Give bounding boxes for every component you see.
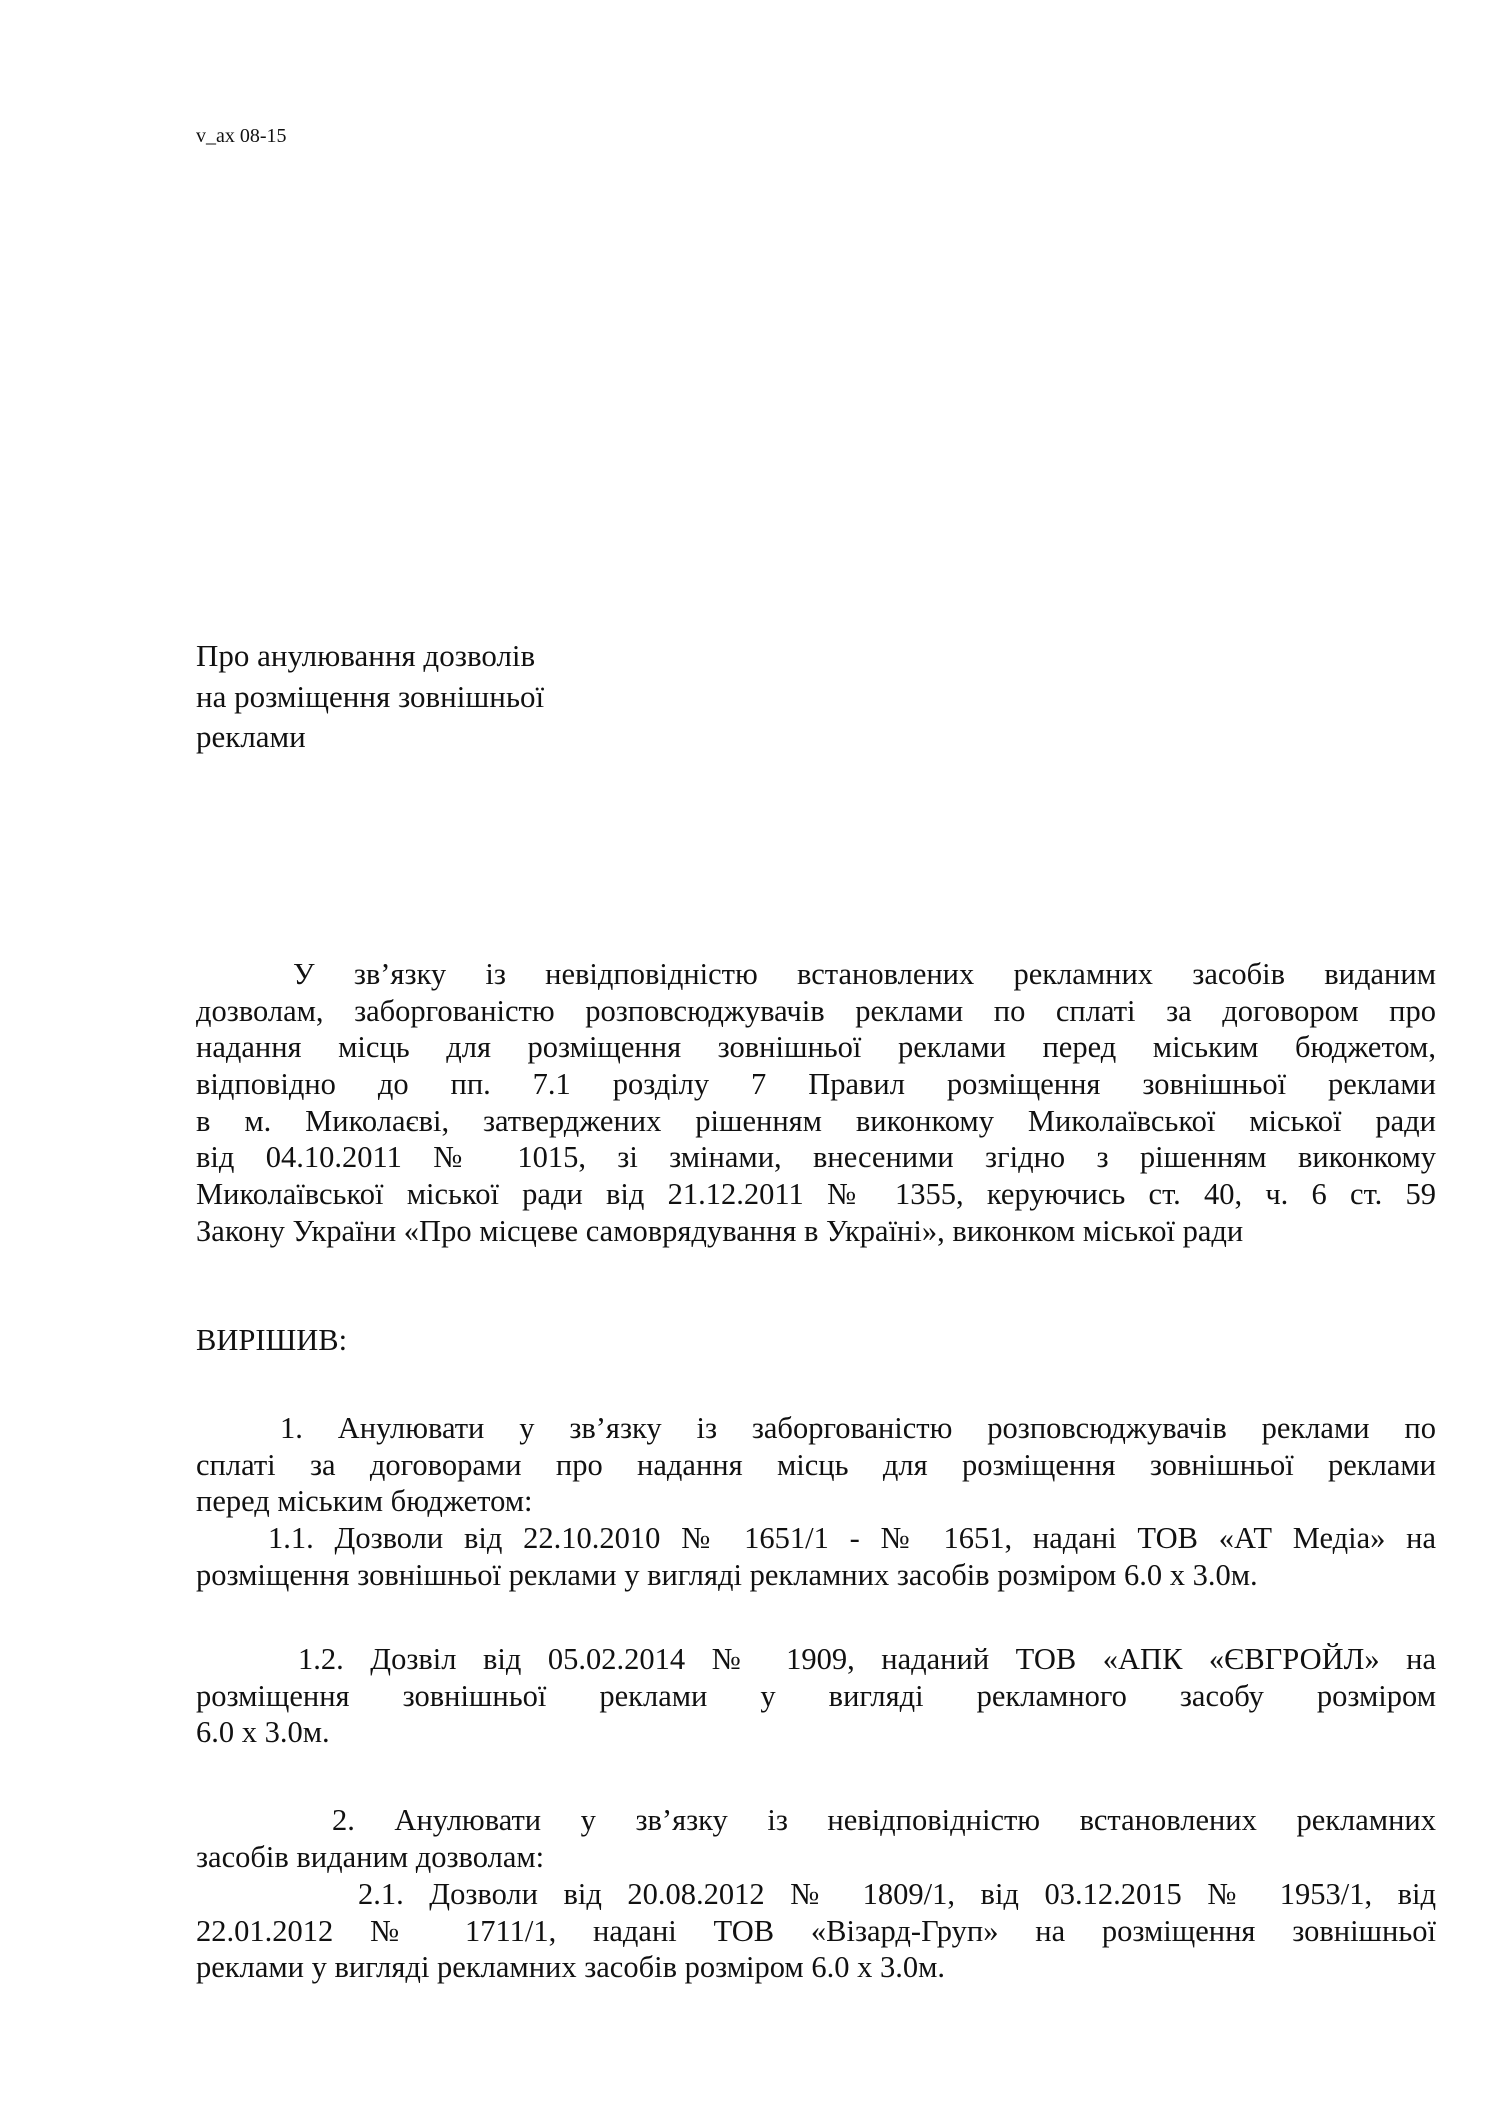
document-code: v_ax 08-15 <box>196 125 287 147</box>
item-line: 22.01.2012 № 1711/1, надані ТОВ «Візард-Груп» на розміщення зовнішньої <box>196 1913 1436 1948</box>
item-line: реклами у вигляді рекламних засобів розміром 6.0 х 3.0м. <box>196 1950 946 1985</box>
document-title <box>196 636 544 758</box>
paragraph-line: дозволам, заборгованістю розповсюджувачів реклами по сплаті за договором про <box>196 993 1436 1028</box>
paragraph-line: Миколаївської міської ради від 21.12.2011 № 1355, керуючись ст. 40, ч. 6 ст. 59 <box>196 1177 1436 1212</box>
item-1 <box>196 1410 1436 1593</box>
item-line: сплаті за договорами про надання місць для розміщення зовнішньої реклами <box>196 1447 1436 1482</box>
item-line: 1. Анулювати у зв’язку із заборгованістю розповсюджувачів реклами по <box>280 1411 1436 1445</box>
item-line: перед міським бюджетом: <box>196 1484 533 1519</box>
item-1-2 <box>196 1641 1436 1751</box>
item-line: 2. Анулювати у зв’язку із невідповідністю встановлених рекламних <box>332 1803 1436 1837</box>
item-line: 2.1. Дозволи від 20.08.2012 № 1809/1, від 03.12.2015 № 1953/1, від <box>358 1877 1436 1911</box>
item-line: розміщення зовнішньої реклами у вигляді рекламного засобу розміром <box>196 1678 1436 1713</box>
paragraph-line: від 04.10.2011 № 1015, зі змінами, внесеними згідно з рішенням виконкому <box>196 1140 1436 1175</box>
preamble-paragraph <box>196 956 1436 1250</box>
title-line: Про анулювання дозволів <box>196 638 536 673</box>
title-line: реклами <box>196 719 306 754</box>
item-line: засобів виданим дозволам: <box>196 1839 545 1874</box>
item-line: розміщення зовнішньої реклами у вигляді рекламних засобів розміром 6.0 х 3.0м. <box>196 1557 1258 1592</box>
paragraph-line: Закону України «Про місцеве самоврядування в Україні», виконком міської ради <box>196 1213 1244 1248</box>
paragraph-line: У зв’язку із невідповідністю встановлених рекламних засобів виданим <box>293 957 1436 991</box>
paragraph-line: відповідно до пп. 7.1 розділу 7 Правил розміщення зовнішньої реклами <box>196 1067 1436 1102</box>
item-2 <box>196 1802 1436 1875</box>
item-line: 1.2. Дозвіл від 05.02.2014 № 1909, наданий ТОВ «АПК «ЄВГРОЙЛ» на <box>298 1642 1436 1676</box>
item-line: 6.0 х 3.0м. <box>196 1715 330 1750</box>
paragraph-line: надання місць для розміщення зовнішньої реклами перед міським бюджетом, <box>196 1030 1436 1065</box>
title-line: на розміщення зовнішньої <box>196 678 545 714</box>
item-line: 1.1. Дозволи від 22.10.2010 № 1651/1 - № 1651, надані ТОВ «АТ Медіа» на <box>268 1521 1436 1556</box>
decision-heading: ВИРІШИВ: <box>196 1323 348 1357</box>
paragraph-line: в м. Миколаєві, затверджених рішенням виконкому Миколаївської міської ради <box>196 1103 1436 1138</box>
item-2-1 <box>196 1876 1436 1986</box>
